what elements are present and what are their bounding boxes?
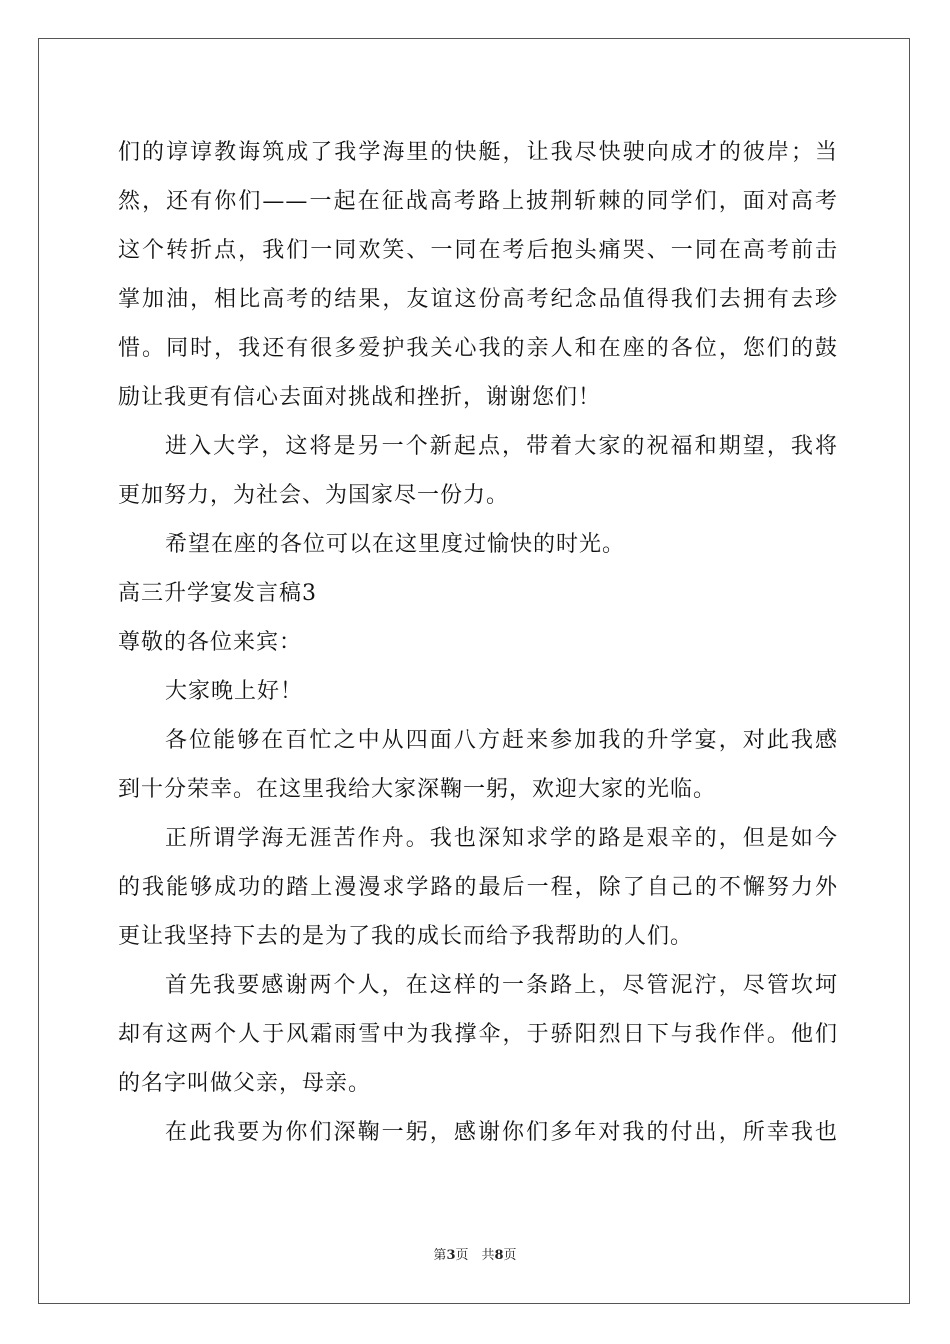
text-line: 首先我要感谢两个人，在这样的一条路上，尽管泥泞，尽管坎坷 [165, 973, 838, 998]
text-line: 掌加油，相比高考的结果，友谊这份高考纪念品值得我们去拥有去珍 [118, 287, 838, 312]
text-line: 却有这两个人于风霜雨雪中为我撑伞，于骄阳烈日下与我作伴。他们 [118, 1022, 838, 1047]
text-line: 这个转折点，我们一同欢笑、一同在考后抱头痛哭、一同在高考前击 [118, 238, 838, 263]
text-line: 惜。同时，我还有很多爱护我关心我的亲人和在座的各位，您们的鼓 [118, 336, 838, 361]
text-line: 们的谆谆教诲筑成了我学海里的快艇，让我尽快驶向成才的彼岸；当 [118, 140, 838, 165]
text-line: 的我能够成功的踏上漫漫求学路的最后一程，除了自己的不懈努力外 [118, 875, 838, 900]
text-line: 在此我要为你们深鞠一躬，感谢你们多年对我的付出，所幸我也 [165, 1120, 838, 1145]
text-line: 大家晚上好！ [165, 679, 304, 704]
footer-total-pages: 8 [494, 1248, 504, 1263]
text-line: 然，还有你们——一起在征战高考路上披荆斩棘的同学们，面对高考 [118, 189, 838, 214]
text-line: 的名字叫做父亲，母亲。 [118, 1071, 372, 1096]
text-line: 希望在座的各位可以在这里度过愉快的时光。 [165, 532, 626, 557]
footer-page-number: 3 [446, 1248, 456, 1263]
text-line: 励让我更有信心去面对挑战和挫折，谢谢您们！ [118, 385, 602, 410]
footer-mid: 页 共 [455, 1248, 495, 1263]
page-footer [0, 1244, 950, 1263]
document-body [118, 128, 838, 1157]
text-line: 高三升学宴发言稿3 [118, 581, 317, 606]
text-line: 更让我坚持下去的是为了我的成长而给予我帮助的人们。 [118, 924, 694, 949]
text-line: 各位能够在百忙之中从四面八方赶来参加我的升学宴，对此我感 [165, 728, 838, 753]
text-line: 到十分荣幸。在这里我给大家深鞠一躬，欢迎大家的光临。 [118, 777, 717, 802]
footer-suffix: 页 [503, 1248, 517, 1263]
text-line: 进入大学，这将是另一个新起点，带着大家的祝福和期望，我将 [165, 434, 838, 459]
footer-prefix: 第 [433, 1248, 447, 1263]
text-line: 更加努力，为社会、为国家尽一份力。 [118, 483, 510, 508]
text-line: 尊敬的各位来宾： [118, 630, 303, 655]
text-line: 正所谓学海无涯苦作舟。我也深知求学的路是艰辛的，但是如今 [165, 826, 838, 851]
